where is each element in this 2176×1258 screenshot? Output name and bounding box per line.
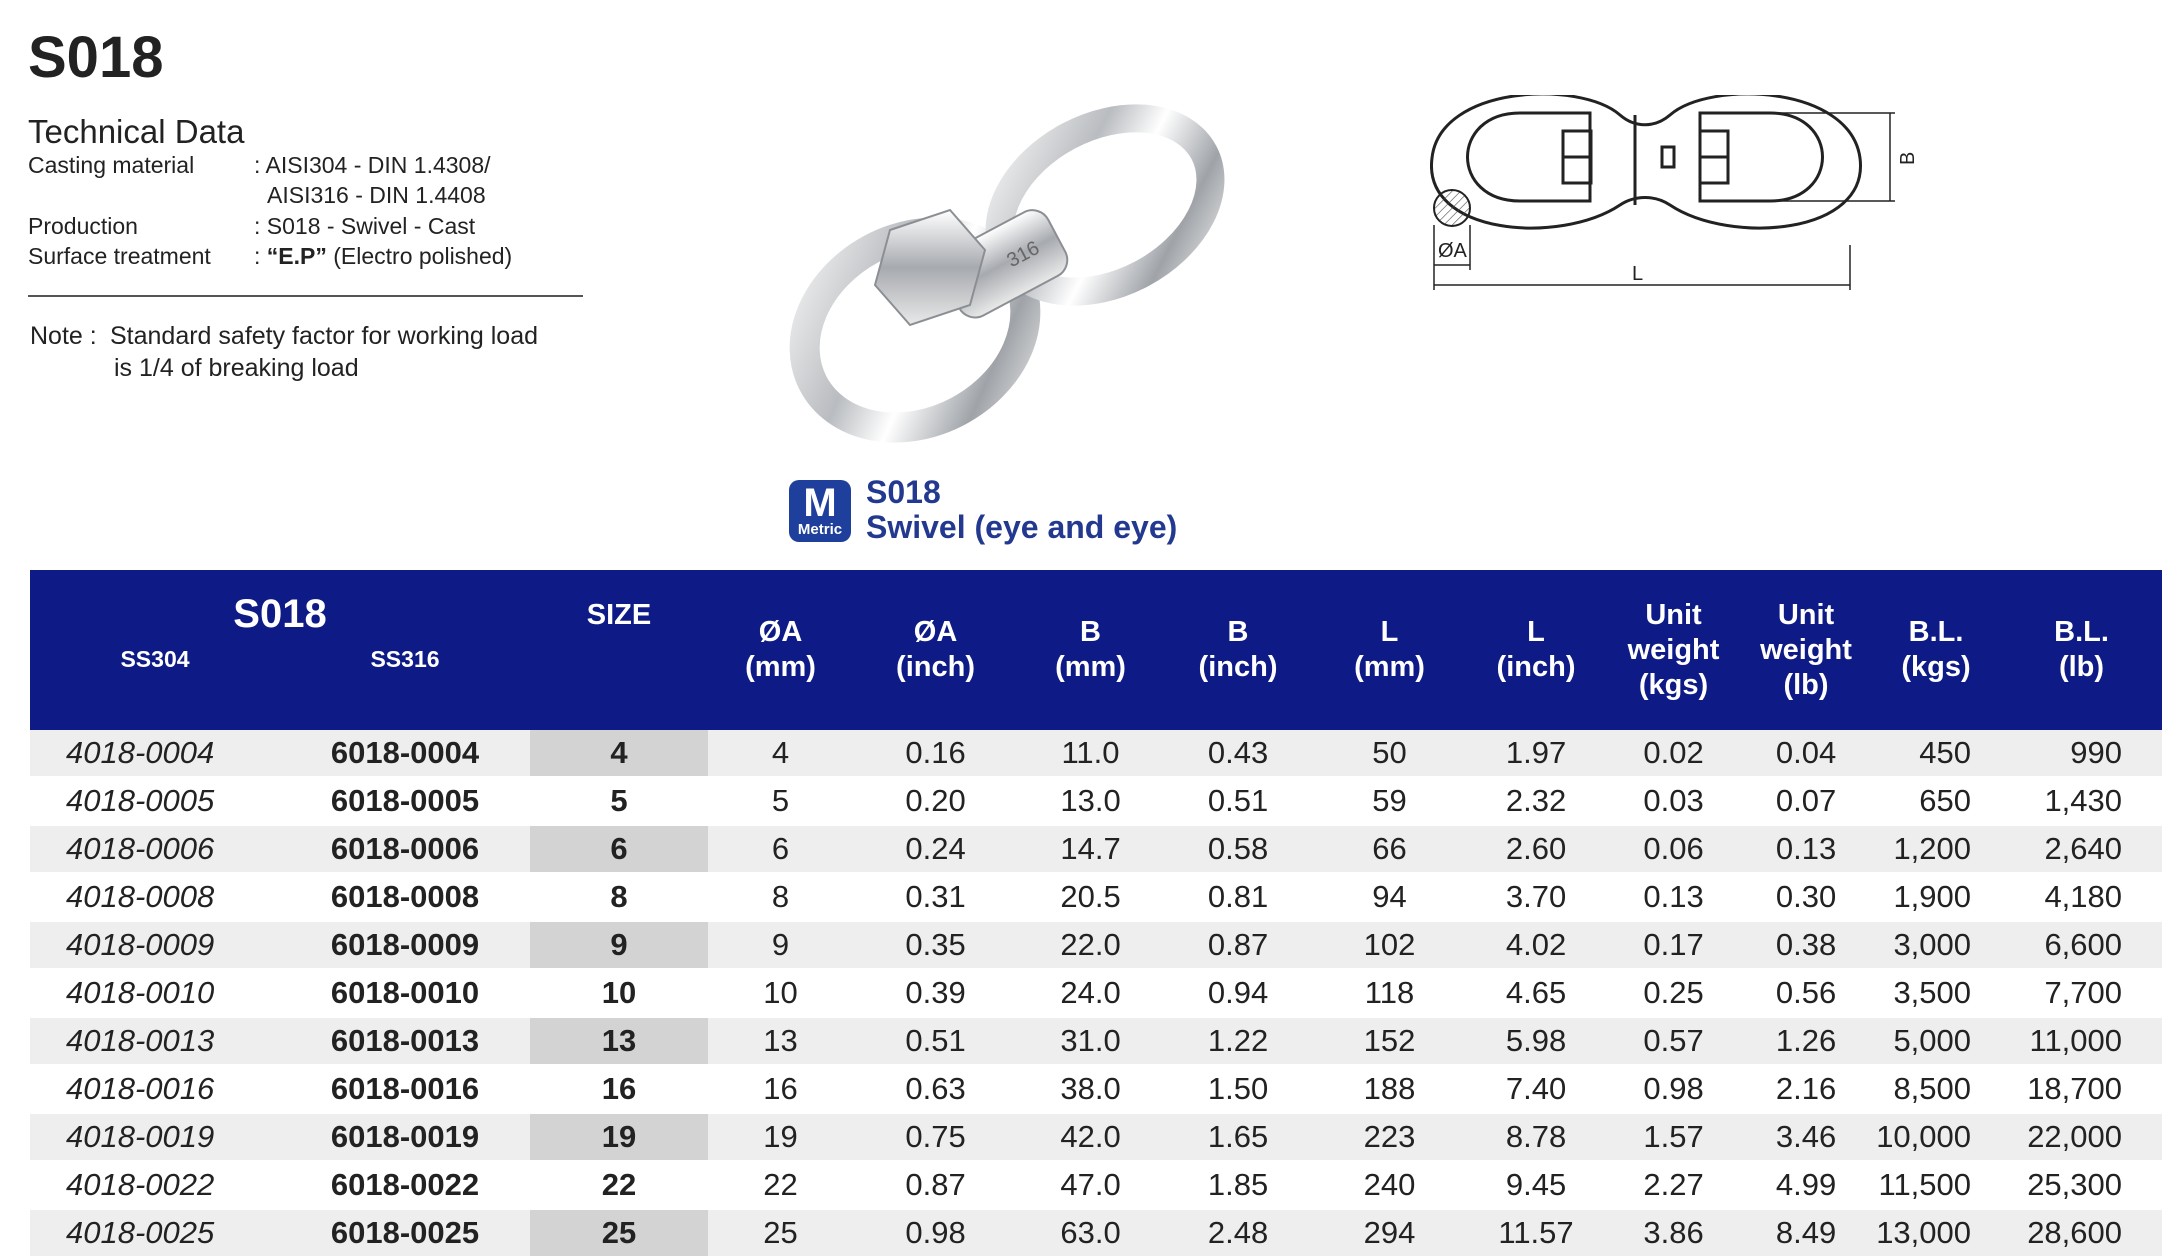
- cell-bl-lb: 1,430: [2001, 777, 2162, 825]
- cell-bl-lb: 25,300: [2001, 1161, 2162, 1209]
- cell-size: 25: [530, 1209, 708, 1257]
- header-b-mm: B (mm): [1018, 570, 1163, 730]
- header-bl-lb: B.L. (lb): [2001, 570, 2162, 730]
- cell-b-mm: 63.0: [1018, 1209, 1163, 1257]
- spec-value-casting-material-line2: AISI316 - DIN 1.4408: [267, 182, 486, 208]
- cell-b-inch: 0.87: [1163, 921, 1313, 969]
- cell-l-mm: 188: [1313, 1065, 1466, 1113]
- cell-b-inch: 0.58: [1163, 825, 1313, 873]
- cell-a-mm: 25: [708, 1209, 853, 1257]
- cell-bl-kgs: 1,900: [1871, 873, 2001, 921]
- cell-unit-weight-lb: 0.04: [1741, 730, 1871, 777]
- cell-unit-weight-kgs: 0.98: [1606, 1065, 1741, 1113]
- subtitle-product-code: S018: [866, 474, 941, 510]
- cell-unit-weight-kgs: 0.06: [1606, 825, 1741, 873]
- cell-l-inch: 11.57: [1466, 1209, 1606, 1257]
- note-label: Note :: [30, 322, 97, 350]
- cell-unit-weight-kgs: 1.57: [1606, 1113, 1741, 1161]
- table-row: [30, 777, 2162, 825]
- header-unit-weight-kgs: Unit weight (kgs): [1606, 570, 1741, 730]
- cell-unit-weight-lb: 0.38: [1741, 921, 1871, 969]
- header-ss316: SS316: [280, 636, 530, 730]
- cell-l-mm: 223: [1313, 1113, 1466, 1161]
- spec-value-suffix: (Electro polished): [326, 243, 513, 269]
- cell-l-inch: 3.70: [1466, 873, 1606, 921]
- cell-ss304: 4018-0008: [30, 873, 280, 921]
- note-text-line2: is 1/4 of breaking load: [114, 354, 359, 382]
- cell-a-mm: 8: [708, 873, 853, 921]
- cell-unit-weight-kgs: 0.57: [1606, 1017, 1741, 1065]
- cell-a-inch: 0.63: [853, 1065, 1018, 1113]
- cell-unit-weight-lb: 4.99: [1741, 1161, 1871, 1209]
- cell-unit-weight-lb: 3.46: [1741, 1113, 1871, 1161]
- cell-size: 22: [530, 1161, 708, 1209]
- spec-value-ep: “E.P”: [266, 243, 327, 269]
- cell-a-inch: 0.35: [853, 921, 1018, 969]
- technical-drawing: [1430, 95, 2110, 415]
- cell-ss304: 4018-0016: [30, 1065, 280, 1113]
- drawing-hatched-section: [1434, 190, 1470, 226]
- cell-a-inch: 0.16: [853, 730, 1018, 777]
- cell-ss304: 4018-0006: [30, 825, 280, 873]
- cell-a-inch: 0.31: [853, 873, 1018, 921]
- cell-ss304: 4018-0022: [30, 1161, 280, 1209]
- cell-ss316: 6018-0019: [280, 1113, 530, 1161]
- cell-b-inch: 0.51: [1163, 777, 1313, 825]
- cell-b-inch: 0.81: [1163, 873, 1313, 921]
- cell-unit-weight-kgs: 0.02: [1606, 730, 1741, 777]
- table-row: [30, 825, 2162, 873]
- header-group-title: S018: [30, 570, 530, 636]
- cell-size: 6: [530, 825, 708, 873]
- cell-ss316: 6018-0009: [280, 921, 530, 969]
- cell-ss304: 4018-0019: [30, 1113, 280, 1161]
- cell-bl-kgs: 11,500: [1871, 1161, 2001, 1209]
- cell-a-mm: 9: [708, 921, 853, 969]
- section-divider: [28, 295, 583, 297]
- cell-b-mm: 31.0: [1018, 1017, 1163, 1065]
- header-l-mm: L (mm): [1313, 570, 1466, 730]
- cell-size: 5: [530, 777, 708, 825]
- cell-l-inch: 2.32: [1466, 777, 1606, 825]
- cell-a-mm: 10: [708, 969, 853, 1017]
- cell-b-mm: 14.7: [1018, 825, 1163, 873]
- specification-table: [30, 570, 2162, 1258]
- cell-unit-weight-lb: 0.56: [1741, 969, 1871, 1017]
- cell-bl-lb: 18,700: [2001, 1065, 2162, 1113]
- header-a-inch: ØA (inch): [853, 570, 1018, 730]
- cell-ss304: 4018-0010: [30, 969, 280, 1017]
- cell-a-mm: 16: [708, 1065, 853, 1113]
- cell-size: 4: [530, 730, 708, 777]
- label-width-b: B: [1897, 151, 1919, 165]
- table-row: [30, 921, 2162, 969]
- cell-a-mm: 22: [708, 1161, 853, 1209]
- cell-bl-lb: 990: [2001, 730, 2162, 777]
- cell-bl-kgs: 450: [1871, 730, 2001, 777]
- product-photo: [760, 70, 1260, 450]
- table-body: [30, 730, 2162, 1257]
- cell-l-inch: 8.78: [1466, 1113, 1606, 1161]
- metric-badge-word: Metric: [797, 521, 843, 538]
- cell-size: 8: [530, 873, 708, 921]
- cell-l-mm: 294: [1313, 1209, 1466, 1257]
- cell-ss304: 4018-0004: [30, 730, 280, 777]
- technical-data-heading: Technical Data: [28, 113, 245, 150]
- cell-b-mm: 11.0: [1018, 730, 1163, 777]
- cell-a-mm: 5: [708, 777, 853, 825]
- cell-ss316: 6018-0004: [280, 730, 530, 777]
- cell-b-mm: 20.5: [1018, 873, 1163, 921]
- cell-l-inch: 1.97: [1466, 730, 1606, 777]
- table-row: [30, 1209, 2162, 1257]
- drawing-outline: [1431, 95, 1860, 228]
- cell-bl-kgs: 13,000: [1871, 1209, 2001, 1257]
- table-row: [30, 873, 2162, 921]
- cell-unit-weight-lb: 0.07: [1741, 777, 1871, 825]
- cell-unit-weight-kgs: 0.03: [1606, 777, 1741, 825]
- cell-bl-kgs: 1,200: [1871, 825, 2001, 873]
- cell-b-mm: 47.0: [1018, 1161, 1163, 1209]
- spec-value-prefix: :: [254, 243, 267, 269]
- cell-bl-kgs: 8,500: [1871, 1065, 2001, 1113]
- header-a-mm: ØA (mm): [708, 570, 853, 730]
- cell-unit-weight-kgs: 3.86: [1606, 1209, 1741, 1257]
- cell-size: 16: [530, 1065, 708, 1113]
- cell-a-inch: 0.87: [853, 1161, 1018, 1209]
- metric-badge: [789, 480, 851, 542]
- cell-l-inch: 2.60: [1466, 825, 1606, 873]
- spec-value-production: : S018 - Swivel - Cast: [254, 213, 476, 239]
- table-row: [30, 1017, 2162, 1065]
- cell-bl-lb: 28,600: [2001, 1209, 2162, 1257]
- header-size: SIZE: [530, 570, 708, 730]
- cell-ss316: 6018-0013: [280, 1017, 530, 1065]
- cell-a-mm: 4: [708, 730, 853, 777]
- header-bl-kgs: B.L. (kgs): [1871, 570, 2001, 730]
- header-unit-weight-lb: Unit weight (lb): [1741, 570, 1871, 730]
- cell-l-mm: 50: [1313, 730, 1466, 777]
- cell-b-mm: 13.0: [1018, 777, 1163, 825]
- label-diameter-a: ØA: [1438, 240, 1467, 262]
- cell-l-inch: 4.65: [1466, 969, 1606, 1017]
- cell-a-mm: 19: [708, 1113, 853, 1161]
- cell-ss304: 4018-0025: [30, 1209, 280, 1257]
- cell-bl-kgs: 3,500: [1871, 969, 2001, 1017]
- cell-unit-weight-kgs: 0.25: [1606, 969, 1741, 1017]
- cell-b-inch: 1.65: [1163, 1113, 1313, 1161]
- spec-label-casting-material: Casting material: [28, 152, 195, 178]
- cell-l-inch: 4.02: [1466, 921, 1606, 969]
- cell-bl-kgs: 650: [1871, 777, 2001, 825]
- cell-bl-lb: 11,000: [2001, 1017, 2162, 1065]
- header-ss304: SS304: [30, 636, 280, 730]
- cell-unit-weight-lb: 1.26: [1741, 1017, 1871, 1065]
- cell-unit-weight-kgs: 0.17: [1606, 921, 1741, 969]
- spec-label-surface-treatment: Surface treatment: [28, 243, 211, 269]
- table-row: [30, 1161, 2162, 1209]
- header-l-inch: L (inch): [1466, 570, 1606, 730]
- spec-value-casting-material: : AISI304 - DIN 1.4308/: [254, 152, 491, 178]
- cell-unit-weight-lb: 8.49: [1741, 1209, 1871, 1257]
- cell-l-mm: 59: [1313, 777, 1466, 825]
- cell-a-inch: 0.24: [853, 825, 1018, 873]
- table-row: [30, 1113, 2162, 1161]
- cell-size: 9: [530, 921, 708, 969]
- label-length-l: L: [1632, 263, 1644, 285]
- table-row: [30, 730, 2162, 777]
- cell-l-mm: 94: [1313, 873, 1466, 921]
- cell-bl-lb: 6,600: [2001, 921, 2162, 969]
- stamp-316-text: 316: [1003, 236, 1044, 273]
- cell-b-inch: 1.50: [1163, 1065, 1313, 1113]
- cell-a-inch: 0.98: [853, 1209, 1018, 1257]
- cell-l-inch: 5.98: [1466, 1017, 1606, 1065]
- cell-bl-lb: 7,700: [2001, 969, 2162, 1017]
- cell-b-inch: 1.85: [1163, 1161, 1313, 1209]
- cell-bl-kgs: 3,000: [1871, 921, 2001, 969]
- table-row: [30, 969, 2162, 1017]
- cell-bl-lb: 4,180: [2001, 873, 2162, 921]
- table-row: [30, 1065, 2162, 1113]
- cell-ss316: 6018-0010: [280, 969, 530, 1017]
- metric-badge-letter: M: [803, 481, 837, 525]
- cell-l-inch: 7.40: [1466, 1065, 1606, 1113]
- cell-ss316: 6018-0008: [280, 873, 530, 921]
- table-header-row: [30, 570, 2162, 636]
- cell-l-mm: 66: [1313, 825, 1466, 873]
- cell-bl-kgs: 10,000: [1871, 1113, 2001, 1161]
- cell-a-inch: 0.39: [853, 969, 1018, 1017]
- cell-unit-weight-lb: 0.30: [1741, 873, 1871, 921]
- cell-a-inch: 0.20: [853, 777, 1018, 825]
- cell-b-inch: 0.94: [1163, 969, 1313, 1017]
- cell-b-inch: 2.48: [1163, 1209, 1313, 1257]
- cell-l-inch: 9.45: [1466, 1161, 1606, 1209]
- cell-ss316: 6018-0005: [280, 777, 530, 825]
- cell-ss316: 6018-0022: [280, 1161, 530, 1209]
- subtitle-product-name: Swivel (eye and eye): [866, 509, 1178, 545]
- cell-unit-weight-kgs: 0.13: [1606, 873, 1741, 921]
- cell-b-inch: 0.43: [1163, 730, 1313, 777]
- cell-b-inch: 1.22: [1163, 1017, 1313, 1065]
- cell-a-inch: 0.75: [853, 1113, 1018, 1161]
- cell-ss316: 6018-0006: [280, 825, 530, 873]
- cell-unit-weight-lb: 0.13: [1741, 825, 1871, 873]
- cell-a-mm: 6: [708, 825, 853, 873]
- cell-l-mm: 152: [1313, 1017, 1466, 1065]
- cell-ss304: 4018-0013: [30, 1017, 280, 1065]
- spec-value-surface-treatment: [254, 243, 512, 270]
- product-code-title: S018: [28, 25, 164, 90]
- cell-b-mm: 24.0: [1018, 969, 1163, 1017]
- spec-label-production: Production: [28, 213, 138, 239]
- cell-bl-lb: 2,640: [2001, 825, 2162, 873]
- cell-bl-kgs: 5,000: [1871, 1017, 2001, 1065]
- cell-size: 19: [530, 1113, 708, 1161]
- cell-b-mm: 22.0: [1018, 921, 1163, 969]
- cell-ss316: 6018-0016: [280, 1065, 530, 1113]
- cell-ss316: 6018-0025: [280, 1209, 530, 1257]
- cell-ss304: 4018-0005: [30, 777, 280, 825]
- cell-b-mm: 38.0: [1018, 1065, 1163, 1113]
- cell-size: 13: [530, 1017, 708, 1065]
- cell-l-mm: 102: [1313, 921, 1466, 969]
- cell-a-inch: 0.51: [853, 1017, 1018, 1065]
- cell-l-mm: 118: [1313, 969, 1466, 1017]
- cell-unit-weight-lb: 2.16: [1741, 1065, 1871, 1113]
- cell-a-mm: 13: [708, 1017, 853, 1065]
- note-text-line1: Standard safety factor for working load: [110, 322, 539, 350]
- cell-l-mm: 240: [1313, 1161, 1466, 1209]
- cell-unit-weight-kgs: 2.27: [1606, 1161, 1741, 1209]
- cell-size: 10: [530, 969, 708, 1017]
- header-b-inch: B (inch): [1163, 570, 1313, 730]
- cell-bl-lb: 22,000: [2001, 1113, 2162, 1161]
- cell-b-mm: 42.0: [1018, 1113, 1163, 1161]
- cell-ss304: 4018-0009: [30, 921, 280, 969]
